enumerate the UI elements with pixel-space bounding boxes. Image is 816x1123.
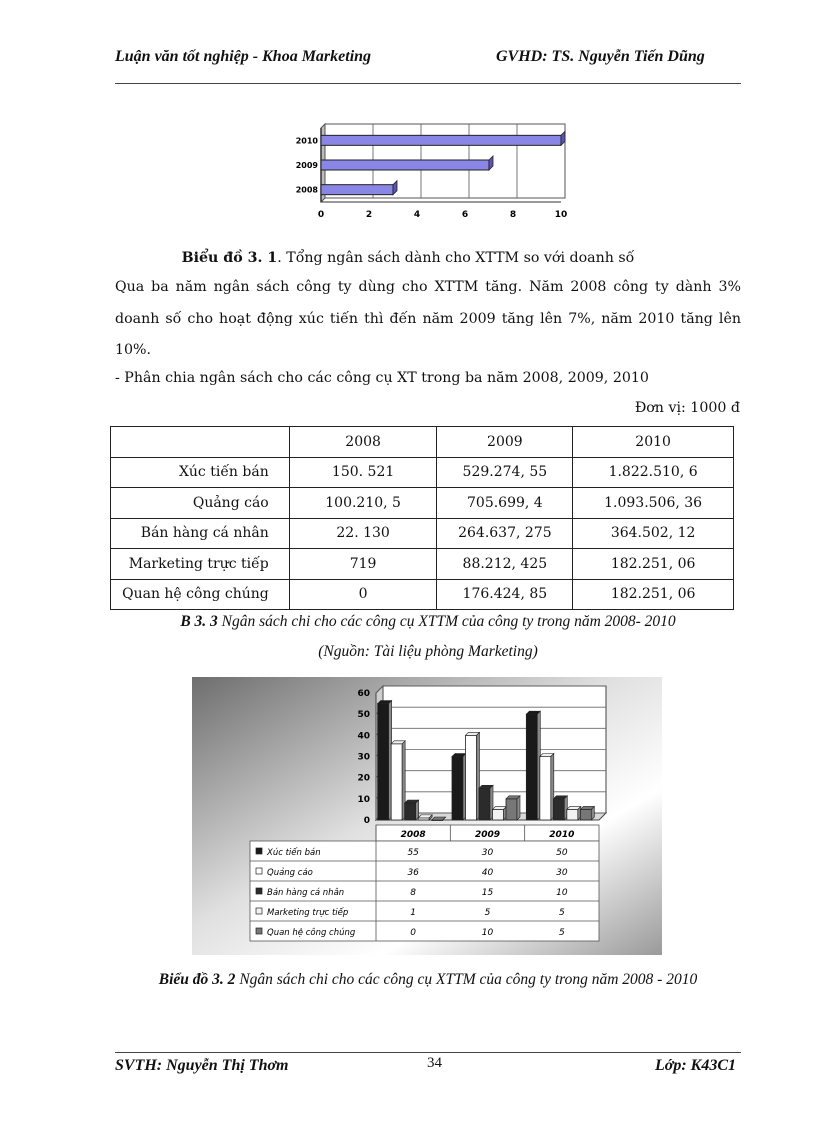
unit-label: Đơn vị: 1000 đ <box>634 400 740 416</box>
table-header-cell: 2010 <box>573 427 734 458</box>
table-cell: 264.637, 275 <box>437 518 573 549</box>
chart-1-x-tick-label: 0 <box>317 210 325 220</box>
chart-2-bar <box>526 714 537 820</box>
chart-2-data-value: 10 <box>481 928 494 938</box>
chart-2-data-value: 5 <box>558 928 565 938</box>
paragraph-line-3: 10%. <box>115 342 152 358</box>
chart-2-caption <box>0 971 816 989</box>
chart-2-legend-label: Quảng cáo <box>267 868 313 878</box>
header-right: GVHD: TS. Nguyễn Tiến Dũng <box>496 48 705 65</box>
footer-right: Lớp: K43C1 <box>654 1057 736 1074</box>
table-row <box>111 488 734 519</box>
footer-left: SVTH: Nguyễn Thị Thơm <box>115 1057 289 1074</box>
chart-2-category-label: 2010 <box>549 830 575 840</box>
chart-2-legend-swatch <box>256 848 262 854</box>
chart-2-data-value: 15 <box>481 888 494 898</box>
chart-2-data-value: 50 <box>556 848 568 858</box>
chart-1-bar <box>321 160 489 170</box>
table-caption-number: B 3. 3 <box>180 613 218 630</box>
header-rule <box>115 83 741 84</box>
chart-1-x-tick-label: 6 <box>461 210 469 220</box>
chart-1-y-tick-label: 2008 <box>295 185 318 195</box>
chart-2-bar <box>378 704 389 820</box>
table-header-cell: 2008 <box>289 427 437 458</box>
table-cell: 88.212, 425 <box>437 549 573 580</box>
chart-2-bar <box>391 744 402 820</box>
table-cell: 150. 521 <box>289 457 437 488</box>
paragraph-line-2: doanh số cho hoạt động xúc tiến thì đến năm 2009 tăng lên 7%, năm 2010 tăng lên <box>115 311 741 327</box>
table-header-cell <box>111 427 290 458</box>
chart-2-y-tick-label: 10 <box>357 794 370 805</box>
chart-1-y-tick-label: 2009 <box>295 161 318 170</box>
chart-1-x-tick-label: 8 <box>509 210 517 220</box>
table-row <box>111 518 734 549</box>
chart-2-data-value: 10 <box>556 888 568 898</box>
chart-1-caption <box>0 244 816 273</box>
table-cell: 1.822.510, 6 <box>573 457 734 488</box>
chart-2-y-tick-label: 30 <box>357 752 370 763</box>
paragraph-line-4: - Phân chia ngân sách cho các công cụ XT trong ba năm 2008, 2009, 2010 <box>115 370 649 386</box>
chart-2-bar-side <box>416 800 419 820</box>
row-label: Xúc tiến bán <box>111 457 290 488</box>
chart-2-bar <box>418 818 429 820</box>
budget-table <box>110 426 734 610</box>
table-header-cell: 2009 <box>437 427 573 458</box>
chart-2-legend-swatch <box>256 908 262 914</box>
table-cell: 719 <box>289 549 437 580</box>
table-caption-text: Ngân sách chi cho các công cụ XTTM của công ty trong năm 2008- 2010 <box>217 613 676 630</box>
chart-2-legend-swatch <box>256 928 262 934</box>
table-cell: 22. 130 <box>289 518 437 549</box>
table-cell: 705.699, 4 <box>437 488 573 519</box>
chart-1-horizontal-bar <box>285 122 575 227</box>
chart-2-data-value: 55 <box>407 848 419 858</box>
chart-2-data-value: 36 <box>407 868 419 878</box>
table-cell: 0 <box>289 579 437 610</box>
table-cell: 176.424, 85 <box>437 579 573 610</box>
chart-1-y-tick-label: 2010 <box>295 136 318 146</box>
paragraph-line-1: Qua ba năm ngân sách công ty dùng cho XTTM tăng. Năm 2008 công ty dành 3% <box>115 279 741 295</box>
chart-2-y-tick-label: 50 <box>357 710 370 721</box>
chart-2-data-value: 5 <box>558 908 565 918</box>
row-label: Marketing trực tiếp <box>111 549 290 580</box>
table-row <box>111 549 734 580</box>
chart-2-caption-text: Ngân sách chi cho các công cụ XTTM của công ty trong năm 2008 - 2010 <box>235 971 698 988</box>
chart-2-y-tick-label: 40 <box>357 731 370 742</box>
chart-2-y-tick-label: 60 <box>357 689 370 699</box>
chart-2-bar-side <box>517 796 520 820</box>
table-cell: 182.251, 06 <box>573 579 734 610</box>
chart-2-legend-label: Bán hàng cá nhân <box>267 888 345 898</box>
chart-2-category-label: 2008 <box>400 830 426 840</box>
table-cell: 1.093.506, 36 <box>573 488 734 519</box>
chart-2-data-value: 30 <box>481 848 494 858</box>
chart-2-clustered-bar <box>192 677 662 955</box>
chart-1-x-tick-label: 4 <box>413 210 421 220</box>
table-row <box>111 579 734 610</box>
chart-2-legend-swatch <box>256 868 262 874</box>
chart-2-legend-label: Xúc tiến bán <box>267 848 321 858</box>
chart-2-bar <box>506 799 517 820</box>
chart-2-bar <box>493 809 504 820</box>
chart-2-legend-swatch <box>256 888 262 894</box>
footer-rule <box>115 1052 741 1053</box>
chart-2-data-value: 40 <box>481 868 494 878</box>
table-cell: 364.502, 12 <box>573 518 734 549</box>
chart-2-legend-label: Marketing trực tiếp <box>267 908 349 918</box>
table-row <box>111 457 734 488</box>
table-header-row <box>111 427 734 458</box>
chart-1-bar <box>321 185 393 195</box>
chart-1-x-tick-label: 2 <box>365 210 373 220</box>
chart-2-bar <box>405 803 416 820</box>
chart-2-bar <box>567 809 578 820</box>
chart-2-caption-number: Biểu đồ 3. 2 <box>158 971 236 988</box>
chart-2-data-value: 8 <box>410 888 417 898</box>
chart-2-bar <box>553 799 564 820</box>
chart-1-caption-number: Biểu đồ 3. 1 <box>181 250 278 266</box>
chart-2-bar <box>452 757 463 821</box>
page-number: 34 <box>427 1055 442 1071</box>
table-source: (Nguồn: Tài liệu phòng Marketing) <box>318 643 538 660</box>
chart-2-bar <box>580 809 591 820</box>
chart-1-caption-text: . Tổng ngân sách dành cho XTTM so với doanh số <box>277 250 635 266</box>
header-left: Luận văn tốt nghiệp - Khoa Marketing <box>115 48 372 65</box>
table-cell: 529.274, 55 <box>437 457 573 488</box>
chart-2-data-value: 30 <box>556 868 568 878</box>
chart-2-legend-label: Quan hệ công chúng <box>267 928 356 938</box>
row-label: Bán hàng cá nhân <box>111 518 290 549</box>
chart-2-bar <box>466 735 477 820</box>
chart-2-bar <box>540 757 551 821</box>
row-label: Quan hệ công chúng <box>111 579 290 610</box>
chart-2-bar <box>479 788 490 820</box>
chart-2-data-value: 1 <box>410 908 417 918</box>
chart-2-data-value: 5 <box>484 908 491 918</box>
table-caption <box>0 613 816 631</box>
table-cell: 100.210, 5 <box>289 488 437 519</box>
chart-1-bar <box>321 135 561 145</box>
row-label: Quảng cáo <box>111 488 290 519</box>
chart-2-y-tick-label: 20 <box>357 773 370 784</box>
table-cell: 182.251, 06 <box>573 549 734 580</box>
chart-2-y-tick-label: 0 <box>363 816 370 826</box>
chart-2-data-value: 0 <box>410 928 417 938</box>
chart-2-category-label: 2009 <box>474 830 501 840</box>
chart-1-x-tick-label: 10 <box>554 210 568 220</box>
